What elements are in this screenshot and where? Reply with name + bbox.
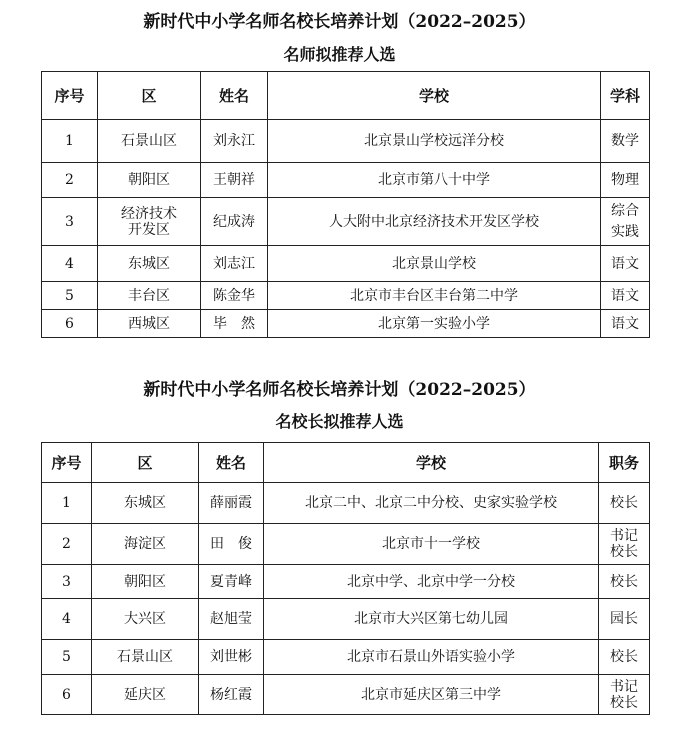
header-role: 职务 bbox=[599, 443, 650, 483]
cell-district: 海淀区 bbox=[92, 524, 199, 565]
cell-district: 东城区 bbox=[98, 246, 201, 282]
cell-school: 北京市大兴区第七幼儿园 bbox=[264, 599, 599, 640]
table-row bbox=[42, 246, 650, 282]
table-row bbox=[42, 310, 650, 338]
cell-subject: 语文 bbox=[601, 310, 650, 338]
cell-name: 刘永江 bbox=[201, 120, 268, 163]
cell-no: 5 bbox=[42, 282, 98, 310]
header-name: 姓名 bbox=[199, 443, 264, 483]
cell-no: 1 bbox=[42, 483, 92, 524]
cell-no: 1 bbox=[42, 120, 98, 163]
table-row bbox=[42, 120, 650, 163]
table-row bbox=[42, 282, 650, 310]
cell-subject: 语文 bbox=[601, 282, 650, 310]
principals-table bbox=[41, 442, 650, 715]
cell-name: 毕 然 bbox=[201, 310, 268, 338]
cell-subject: 数学 bbox=[601, 120, 650, 163]
cell-school: 北京市石景山外语实验小学 bbox=[264, 640, 599, 675]
cell-school: 北京景山学校 bbox=[268, 246, 601, 282]
cell-role: 校长 bbox=[599, 565, 650, 599]
cell-no: 4 bbox=[42, 246, 98, 282]
cell-role: 校长 bbox=[599, 483, 650, 524]
table-row bbox=[42, 483, 650, 524]
cell-district: 延庆区 bbox=[92, 675, 199, 715]
cell-school: 北京市第八十中学 bbox=[268, 163, 601, 198]
cell-district: 西城区 bbox=[98, 310, 201, 338]
cell-role: 书记 校长 bbox=[599, 524, 650, 565]
header-no: 序号 bbox=[42, 443, 92, 483]
cell-no: 3 bbox=[42, 565, 92, 599]
cell-role: 校长 bbox=[599, 640, 650, 675]
table-row bbox=[42, 565, 650, 599]
cell-school: 北京市丰台区丰台第二中学 bbox=[268, 282, 601, 310]
table-row bbox=[42, 198, 650, 246]
section1-title: 新时代中小学名师名校长培养计划（2022–2025） bbox=[143, 12, 536, 32]
table-header-row bbox=[42, 72, 650, 120]
cell-no: 2 bbox=[42, 524, 92, 565]
table-row bbox=[42, 524, 650, 565]
cell-school: 北京市延庆区第三中学 bbox=[264, 675, 599, 715]
cell-no: 2 bbox=[42, 163, 98, 198]
cell-name: 薛丽霞 bbox=[199, 483, 264, 524]
teachers-table bbox=[41, 71, 650, 338]
section2-subtitle: 名校长拟推荐人选 bbox=[275, 412, 404, 431]
cell-no: 6 bbox=[42, 310, 98, 338]
section1-subtitle: 名师拟推荐人选 bbox=[283, 45, 396, 64]
header-subject: 学科 bbox=[601, 72, 650, 120]
table-row bbox=[42, 163, 650, 198]
cell-district: 石景山区 bbox=[98, 120, 201, 163]
cell-school: 北京二中、北京二中分校、史家实验学校 bbox=[264, 483, 599, 524]
cell-name: 刘志江 bbox=[201, 246, 268, 282]
cell-school: 北京市十一学校 bbox=[264, 524, 599, 565]
cell-role: 园长 bbox=[599, 599, 650, 640]
cell-name: 夏青峰 bbox=[199, 565, 264, 599]
cell-name: 陈金华 bbox=[201, 282, 268, 310]
cell-district: 石景山区 bbox=[92, 640, 199, 675]
cell-district: 丰台区 bbox=[98, 282, 201, 310]
cell-school: 北京第一实验小学 bbox=[268, 310, 601, 338]
section2-title: 新时代中小学名师名校长培养计划（2022–2025） bbox=[143, 380, 536, 400]
cell-school: 北京景山学校远洋分校 bbox=[268, 120, 601, 163]
header-school: 学校 bbox=[268, 72, 601, 120]
header-no: 序号 bbox=[42, 72, 98, 120]
header-school: 学校 bbox=[264, 443, 599, 483]
cell-school: 北京中学、北京中学一分校 bbox=[264, 565, 599, 599]
cell-name: 王朝祥 bbox=[201, 163, 268, 198]
header-district: 区 bbox=[92, 443, 199, 483]
table-header-row bbox=[42, 443, 650, 483]
table-row bbox=[42, 640, 650, 675]
cell-name: 杨红霞 bbox=[199, 675, 264, 715]
cell-school: 人大附中北京经济技术开发区学校 bbox=[268, 198, 601, 246]
cell-role: 书记 校长 bbox=[599, 675, 650, 715]
cell-subject: 物理 bbox=[601, 163, 650, 198]
cell-name: 赵旭莹 bbox=[199, 599, 264, 640]
header-district: 区 bbox=[98, 72, 201, 120]
cell-name: 刘世彬 bbox=[199, 640, 264, 675]
table-row bbox=[42, 675, 650, 715]
cell-name: 纪成涛 bbox=[201, 198, 268, 246]
header-name: 姓名 bbox=[201, 72, 268, 120]
cell-district: 东城区 bbox=[92, 483, 199, 524]
cell-name: 田 俊 bbox=[199, 524, 264, 565]
cell-subject: 语文 bbox=[601, 246, 650, 282]
cell-no: 3 bbox=[42, 198, 98, 246]
cell-district: 大兴区 bbox=[92, 599, 199, 640]
cell-no: 5 bbox=[42, 640, 92, 675]
cell-subject: 综合 实践 bbox=[601, 198, 650, 246]
cell-district: 朝阳区 bbox=[98, 163, 201, 198]
cell-no: 4 bbox=[42, 599, 92, 640]
cell-no: 6 bbox=[42, 675, 92, 715]
table-row bbox=[42, 599, 650, 640]
cell-district: 朝阳区 bbox=[92, 565, 199, 599]
cell-district: 经济技术 开发区 bbox=[98, 198, 201, 246]
